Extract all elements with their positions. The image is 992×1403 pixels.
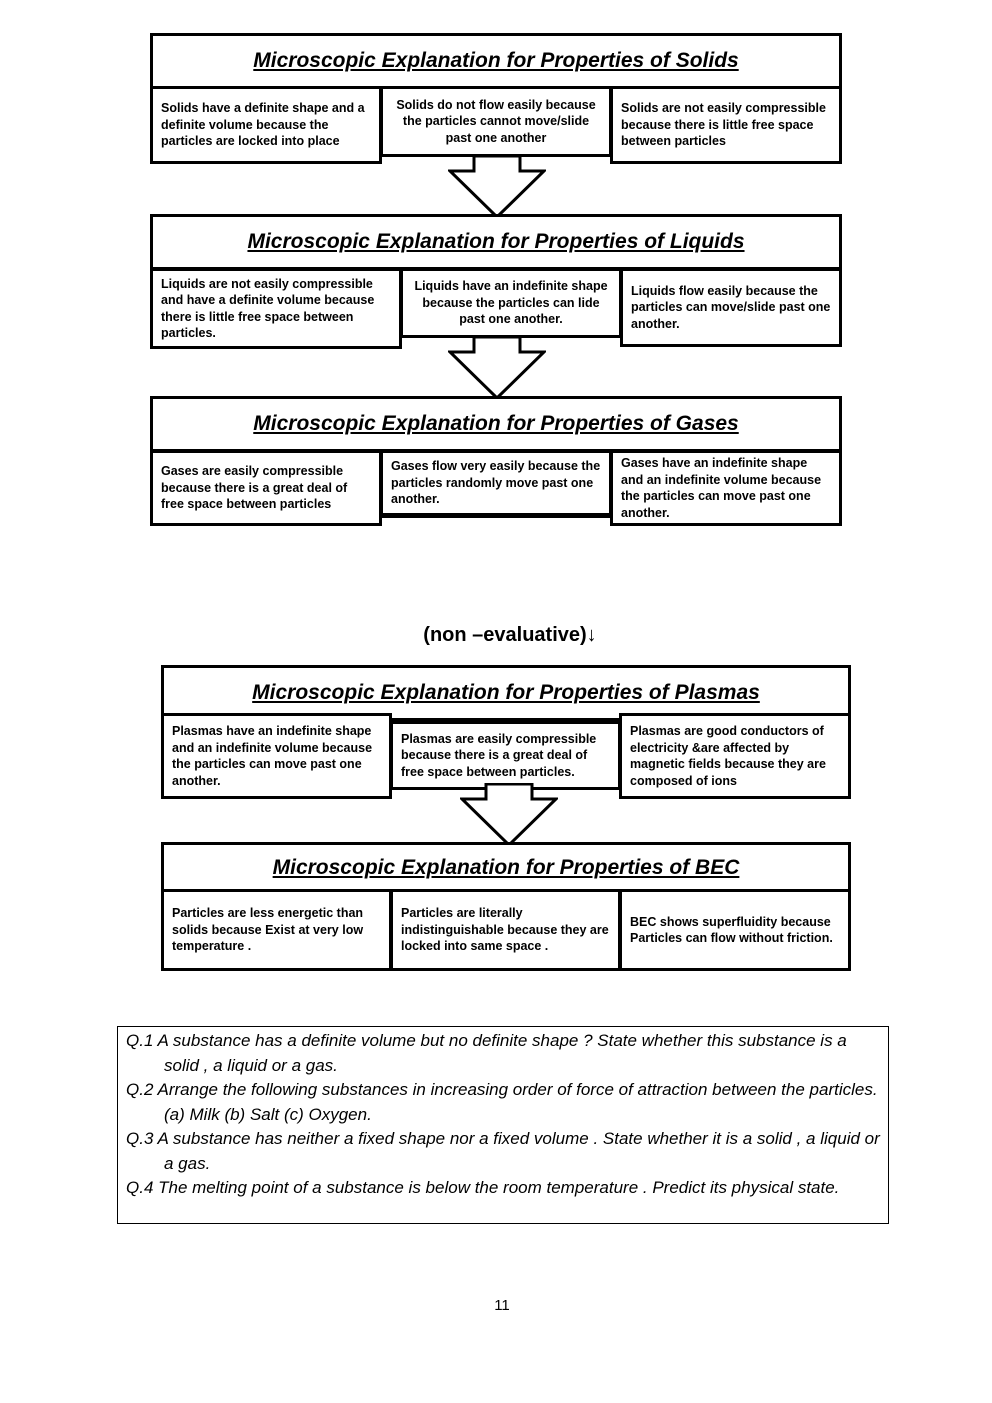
down-arrow-icon <box>460 783 558 847</box>
gases-cell-3-text: Gases have an indefinite shape and an indefinite volume because the particles can move past one another. <box>621 456 822 520</box>
plasmas-cell-1-text: Plasmas have an indefinite shape and an indefinite volume because the particles can move past one another. <box>172 724 373 788</box>
bec-cell-2-text: Particles are literally indistinguishable because they are locked into same space . <box>401 906 609 954</box>
liquids-title <box>150 214 842 270</box>
plasmas-cell-2-text: Plasmas are easily compressible because there is a great deal of free space between particles. <box>401 731 597 779</box>
plasmas-title-text: Microscopic Explanation for Properties of Plasmas <box>252 681 760 704</box>
bec-cell-2 <box>390 889 621 971</box>
plasmas-cell-3-text: Plasmas are good conductors of electricity &are affected by magnetic fields because they are composed of ions <box>630 724 826 788</box>
liquids-cell-1-text: Liquids are not easily compressible and have a definite volume because there is little free space between particles. <box>161 276 375 340</box>
solids-cell-1 <box>150 86 382 164</box>
down-arrow-icon <box>448 155 546 219</box>
question-item: Q.4 The melting point of a substance is below the room temperature . Predict its physical state. <box>126 1178 840 1197</box>
gases-cell-2-text: Gases flow very easily because the particles randomly move past one another. <box>391 459 601 507</box>
down-arrow-icon <box>448 336 546 400</box>
plasmas-cell-3 <box>619 713 851 799</box>
gases-title <box>150 396 842 452</box>
solids-cell-2-text: Solids do not flow easily because the particles cannot move/slide past one another <box>396 97 596 145</box>
liquids-cell-3-text: Liquids flow easily because the particles can move/slide past one another. <box>631 283 831 331</box>
liquids-cell-3 <box>620 268 842 347</box>
non-evaluative-note: (non –evaluative)↓ <box>423 624 597 646</box>
bec-cell-1 <box>161 889 392 971</box>
page-number: 11 <box>494 1297 510 1314</box>
solids-title <box>150 33 842 89</box>
questions-box <box>117 1026 889 1224</box>
bec-title <box>161 842 851 894</box>
gases-cell-3 <box>610 450 842 526</box>
liquids-title-text: Microscopic Explanation for Properties of Liquids <box>247 230 745 253</box>
gases-cell-2 <box>380 450 612 518</box>
gases-title-text: Microscopic Explanation for Properties of Gases <box>253 412 739 435</box>
plasmas-cell-2 <box>390 721 621 790</box>
solids-cell-2 <box>380 86 612 157</box>
plasmas-cell-1 <box>161 713 392 799</box>
bec-cell-3-text: BEC shows superfluidity because Particles can flow without friction. <box>630 914 833 945</box>
bec-title-text: Microscopic Explanation for Properties of BEC <box>272 856 740 879</box>
solids-cell-1-text: Solids have a definite shape and a definite volume because the particles are locked into place <box>161 101 365 149</box>
bec-cell-3 <box>619 889 851 971</box>
liquids-cell-2-text: Liquids have an indefinite shape because the particles can lide past one another. <box>414 279 608 327</box>
bec-cell-1-text: Particles are less energetic than solids because Exist at very low temperature . <box>172 906 364 954</box>
solids-cell-3 <box>610 86 842 164</box>
liquids-cell-1 <box>150 268 402 349</box>
question-item: Q.1 A substance has a definite volume but no definite shape ? State whether this substance is a solid , a liquid or a gas. <box>126 1031 847 1075</box>
question-item: Q.3 A substance has neither a fixed shape nor a fixed volume . State whether it is a solid , a liquid or a gas. <box>126 1129 880 1173</box>
solids-title-text: Microscopic Explanation for Properties of Solids <box>253 49 739 72</box>
liquids-cell-2 <box>400 268 622 338</box>
solids-cell-3-text: Solids are not easily compressible because there is little free space between particles <box>621 101 826 149</box>
gases-cell-1-text: Gases are easily compressible because there is a great deal of free space between particles <box>161 464 348 512</box>
gases-cell-1 <box>150 450 382 526</box>
question-item: Q.2 Arrange the following substances in increasing order of force of attraction between the particles. (a) Milk (b) Salt (c) Oxygen. <box>126 1080 878 1124</box>
